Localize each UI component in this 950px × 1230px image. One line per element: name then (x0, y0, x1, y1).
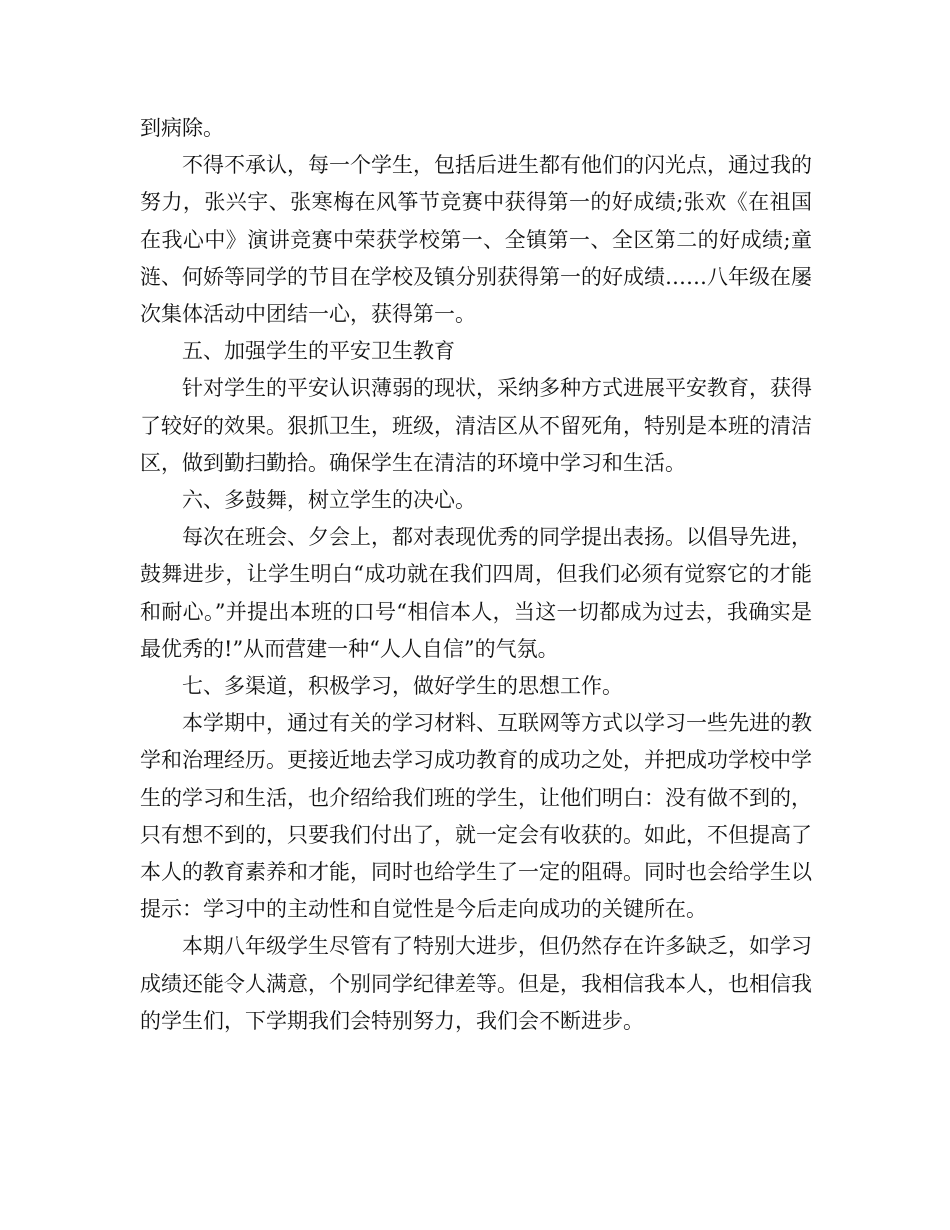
paragraph-encouragement: 每次在班会、夕会上，都对表现优秀的同学提出表扬。以倡导先进，鼓舞进步，让学生明白“成功就在我们四周，但我们必须有觉察它的才能和耐心。”并提出本班的口号“相信本人，当这一切都成为过去，我确实是最优秀的!”从而营建一种“人人自信”的气氛。 (140, 525, 812, 661)
paragraph-conclusion: 本期八年级学生尽管有了特别大进步，但仍然存在许多缺乏，如学习成绩还能令人满意，个别同学纪律差等。但是，我相信我本人，也相信我的学生们，下学期我们会特别努力，我们会不断进步。 (140, 934, 812, 1033)
paragraph-achievements: 不得不承认，每一个学生，包括后进生都有他们的闪光点，通过我的努力，张兴宇、张寒梅在风筝节竞赛中获得第一的好成绩;张欢《在祖国在我心中》演讲竞赛中荣获学校第一、全镇第一、全区第二的好成绩;童涟、何娇等同学的节目在学校及镇分别获得第一的好成绩……八年级在屡次集体活动中团结一心，获得第一。 (140, 153, 812, 327)
paragraph-continuation: 到病除。 (140, 116, 224, 140)
document-body (140, 110, 812, 1040)
section-heading-learning: 七、多渠道，积极学习，做好学生的思想工作。 (182, 674, 623, 699)
section-heading-encouragement: 六、多鼓舞，树立学生的决心。 (182, 488, 476, 513)
paragraph-learning: 本学期中，通过有关的学习材料、互联网等方式以学习一些先进的教学和治理经历。更接近地去学习成功教育的成功之处，并把成功学校中学生的学习和生活，也介绍给我们班的学生，让他们明白：没有做不到的，只有想不到的，只要我们付出了，就一定会有收获的。如此，不但提高了本人的教育素养和才能，同时也给学生了一定的阻碍。同时也会给学生以提示：学习中的主动性和自觉性是今后走向成功的关键所在。 (140, 711, 812, 922)
paragraph-safety: 针对学生的平安认识薄弱的现状，采纳多种方式进展平安教育，获得了较好的效果。狠抓卫生，班级，清洁区从不留死角，特别是本班的清洁区，做到勤扫勤拾。确保学生在清洁的环境中学习和生活。 (140, 376, 812, 475)
section-heading-safety: 五、加强学生的平安卫生教育 (182, 339, 455, 364)
